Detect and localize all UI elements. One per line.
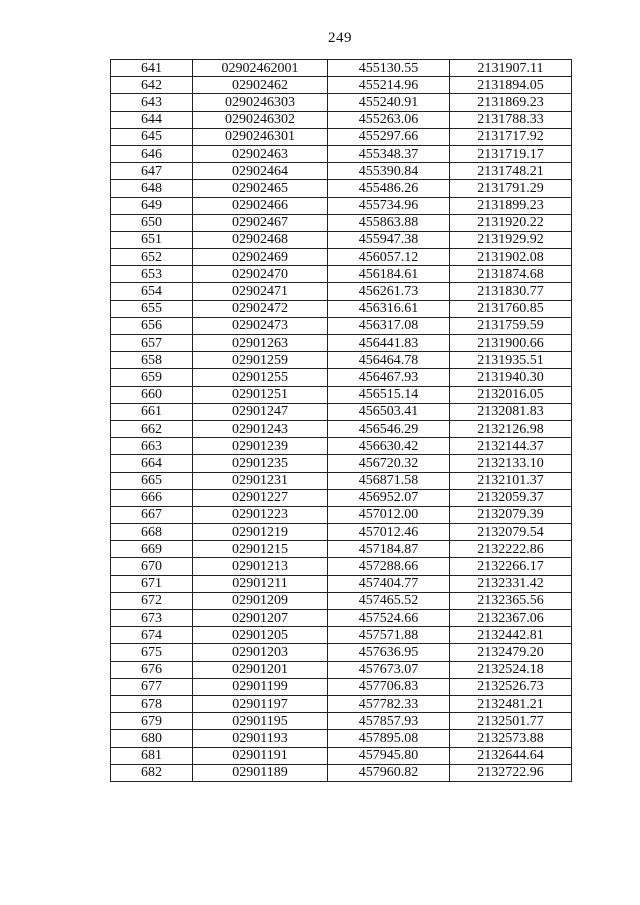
table-row [111, 231, 572, 248]
y-coordinate-cell: 2132479.20 [450, 644, 572, 661]
table-row [111, 352, 572, 369]
page-number: 249 [328, 30, 352, 46]
table-row [111, 747, 572, 764]
point-code-cell: 02901209 [193, 592, 328, 609]
x-coordinate-cell: 456184.61 [328, 266, 450, 283]
y-coordinate-cell: 2132644.64 [450, 747, 572, 764]
row-number-cell: 675 [111, 644, 193, 661]
coordinates-table [110, 59, 572, 782]
x-coordinate-cell: 456503.41 [328, 403, 450, 420]
row-number-cell: 671 [111, 575, 193, 592]
y-coordinate-cell: 2131791.29 [450, 180, 572, 197]
table-row [111, 283, 572, 300]
point-code-cell: 02901239 [193, 438, 328, 455]
x-coordinate-cell: 456057.12 [328, 249, 450, 266]
x-coordinate-cell: 456316.61 [328, 300, 450, 317]
y-coordinate-cell: 2131920.22 [450, 214, 572, 231]
y-coordinate-cell: 2131760.85 [450, 300, 572, 317]
point-code-cell: 02901247 [193, 403, 328, 420]
table-row [111, 730, 572, 747]
x-coordinate-cell: 456317.08 [328, 317, 450, 334]
y-coordinate-cell: 2132144.37 [450, 438, 572, 455]
point-code-cell: 02901255 [193, 369, 328, 386]
point-code-cell: 02902471 [193, 283, 328, 300]
point-code-cell: 02901205 [193, 627, 328, 644]
table-row [111, 335, 572, 352]
row-number-cell: 680 [111, 730, 193, 747]
row-number-cell: 646 [111, 145, 193, 162]
point-code-cell: 02901203 [193, 644, 328, 661]
x-coordinate-cell: 457571.88 [328, 627, 450, 644]
y-coordinate-cell: 2132101.37 [450, 472, 572, 489]
table-row [111, 369, 572, 386]
point-code-cell: 02901231 [193, 472, 328, 489]
x-coordinate-cell: 456467.93 [328, 369, 450, 386]
table-row [111, 695, 572, 712]
y-coordinate-cell: 2131788.33 [450, 111, 572, 128]
table-row [111, 128, 572, 145]
y-coordinate-cell: 2132016.05 [450, 386, 572, 403]
x-coordinate-cell: 457184.87 [328, 541, 450, 558]
y-coordinate-cell: 2132365.56 [450, 592, 572, 609]
row-number-cell: 654 [111, 283, 193, 300]
point-code-cell: 0290246302 [193, 111, 328, 128]
row-number-cell: 655 [111, 300, 193, 317]
y-coordinate-cell: 2132126.98 [450, 420, 572, 437]
y-coordinate-cell: 2132266.17 [450, 558, 572, 575]
x-coordinate-cell: 457012.00 [328, 506, 450, 523]
y-coordinate-cell: 2131900.66 [450, 335, 572, 352]
row-number-cell: 670 [111, 558, 193, 575]
x-coordinate-cell: 455130.55 [328, 60, 450, 77]
row-number-cell: 645 [111, 128, 193, 145]
point-code-cell: 02901193 [193, 730, 328, 747]
x-coordinate-cell: 457706.83 [328, 678, 450, 695]
row-number-cell: 678 [111, 695, 193, 712]
x-coordinate-cell: 455240.91 [328, 94, 450, 111]
row-number-cell: 650 [111, 214, 193, 231]
row-number-cell: 652 [111, 249, 193, 266]
point-code-cell: 02901191 [193, 747, 328, 764]
x-coordinate-cell: 456871.58 [328, 472, 450, 489]
point-code-cell: 02902470 [193, 266, 328, 283]
x-coordinate-cell: 457673.07 [328, 661, 450, 678]
y-coordinate-cell: 2131894.05 [450, 77, 572, 94]
x-coordinate-cell: 455263.06 [328, 111, 450, 128]
row-number-cell: 658 [111, 352, 193, 369]
x-coordinate-cell: 456720.32 [328, 455, 450, 472]
x-coordinate-cell: 455390.84 [328, 163, 450, 180]
table-row [111, 386, 572, 403]
row-number-cell: 664 [111, 455, 193, 472]
y-coordinate-cell: 2132501.77 [450, 713, 572, 730]
row-number-cell: 672 [111, 592, 193, 609]
table-row [111, 111, 572, 128]
row-number-cell: 649 [111, 197, 193, 214]
y-coordinate-cell: 2131869.23 [450, 94, 572, 111]
x-coordinate-cell: 455734.96 [328, 197, 450, 214]
y-coordinate-cell: 2131874.68 [450, 266, 572, 283]
x-coordinate-cell: 456952.07 [328, 489, 450, 506]
y-coordinate-cell: 2132222.86 [450, 541, 572, 558]
x-coordinate-cell: 455863.88 [328, 214, 450, 231]
y-coordinate-cell: 2131830.77 [450, 283, 572, 300]
x-coordinate-cell: 457895.08 [328, 730, 450, 747]
y-coordinate-cell: 2131719.17 [450, 145, 572, 162]
row-number-cell: 667 [111, 506, 193, 523]
table-row [111, 627, 572, 644]
point-code-cell: 02902463 [193, 145, 328, 162]
x-coordinate-cell: 456630.42 [328, 438, 450, 455]
row-number-cell: 661 [111, 403, 193, 420]
x-coordinate-cell: 455947.38 [328, 231, 450, 248]
point-code-cell: 02901235 [193, 455, 328, 472]
row-number-cell: 642 [111, 77, 193, 94]
table-row [111, 403, 572, 420]
point-code-cell: 0290246301 [193, 128, 328, 145]
y-coordinate-cell: 2132481.21 [450, 695, 572, 712]
table-row [111, 317, 572, 334]
table-row [111, 77, 572, 94]
point-code-cell: 02901219 [193, 524, 328, 541]
table-row [111, 163, 572, 180]
table-row [111, 60, 572, 77]
point-code-cell: 02901227 [193, 489, 328, 506]
x-coordinate-cell: 456546.29 [328, 420, 450, 437]
table-row [111, 438, 572, 455]
x-coordinate-cell: 456261.73 [328, 283, 450, 300]
point-code-cell: 02902465 [193, 180, 328, 197]
table-row [111, 420, 572, 437]
x-coordinate-cell: 455486.26 [328, 180, 450, 197]
y-coordinate-cell: 2131759.59 [450, 317, 572, 334]
table-row [111, 678, 572, 695]
y-coordinate-cell: 2132722.96 [450, 764, 572, 781]
x-coordinate-cell: 457012.46 [328, 524, 450, 541]
y-coordinate-cell: 2131907.11 [450, 60, 572, 77]
x-coordinate-cell: 456464.78 [328, 352, 450, 369]
table-row [111, 610, 572, 627]
point-code-cell: 02901195 [193, 713, 328, 730]
point-code-cell: 02901213 [193, 558, 328, 575]
row-number-cell: 644 [111, 111, 193, 128]
point-code-cell: 02901243 [193, 420, 328, 437]
table-row [111, 764, 572, 781]
row-number-cell: 648 [111, 180, 193, 197]
x-coordinate-cell: 457404.77 [328, 575, 450, 592]
row-number-cell: 669 [111, 541, 193, 558]
row-number-cell: 674 [111, 627, 193, 644]
x-coordinate-cell: 457524.66 [328, 610, 450, 627]
row-number-cell: 666 [111, 489, 193, 506]
point-code-cell: 02901251 [193, 386, 328, 403]
row-number-cell: 673 [111, 610, 193, 627]
point-code-cell: 02901207 [193, 610, 328, 627]
point-code-cell: 02901199 [193, 678, 328, 695]
row-number-cell: 653 [111, 266, 193, 283]
point-code-cell: 02902467 [193, 214, 328, 231]
point-code-cell: 02901211 [193, 575, 328, 592]
y-coordinate-cell: 2131717.92 [450, 128, 572, 145]
table-row [111, 455, 572, 472]
y-coordinate-cell: 2132079.39 [450, 506, 572, 523]
x-coordinate-cell: 457636.95 [328, 644, 450, 661]
x-coordinate-cell: 457288.66 [328, 558, 450, 575]
point-code-cell: 02901215 [193, 541, 328, 558]
table-row [111, 94, 572, 111]
y-coordinate-cell: 2132367.06 [450, 610, 572, 627]
x-coordinate-cell: 457465.52 [328, 592, 450, 609]
y-coordinate-cell: 2132081.83 [450, 403, 572, 420]
row-number-cell: 651 [111, 231, 193, 248]
table-row [111, 541, 572, 558]
row-number-cell: 677 [111, 678, 193, 695]
table-row [111, 300, 572, 317]
y-coordinate-cell: 2131748.21 [450, 163, 572, 180]
table-row [111, 661, 572, 678]
point-code-cell: 02901223 [193, 506, 328, 523]
y-coordinate-cell: 2131940.30 [450, 369, 572, 386]
x-coordinate-cell: 455214.96 [328, 77, 450, 94]
y-coordinate-cell: 2132059.37 [450, 489, 572, 506]
table-row [111, 524, 572, 541]
table-row [111, 489, 572, 506]
point-code-cell: 02901201 [193, 661, 328, 678]
y-coordinate-cell: 2132079.54 [450, 524, 572, 541]
point-code-cell: 02902462 [193, 77, 328, 94]
y-coordinate-cell: 2132524.18 [450, 661, 572, 678]
y-coordinate-cell: 2131929.92 [450, 231, 572, 248]
row-number-cell: 663 [111, 438, 193, 455]
table-row [111, 506, 572, 523]
x-coordinate-cell: 457782.33 [328, 695, 450, 712]
y-coordinate-cell: 2132442.81 [450, 627, 572, 644]
point-code-cell: 02902468 [193, 231, 328, 248]
x-coordinate-cell: 457945.80 [328, 747, 450, 764]
x-coordinate-cell: 455348.37 [328, 145, 450, 162]
point-code-cell: 02901263 [193, 335, 328, 352]
row-number-cell: 656 [111, 317, 193, 334]
point-code-cell: 02902472 [193, 300, 328, 317]
table-row [111, 575, 572, 592]
row-number-cell: 679 [111, 713, 193, 730]
row-number-cell: 659 [111, 369, 193, 386]
y-coordinate-cell: 2132573.88 [450, 730, 572, 747]
y-coordinate-cell: 2132526.73 [450, 678, 572, 695]
y-coordinate-cell: 2131902.08 [450, 249, 572, 266]
table-row [111, 145, 572, 162]
point-code-cell: 02902473 [193, 317, 328, 334]
row-number-cell: 682 [111, 764, 193, 781]
table-row [111, 472, 572, 489]
x-coordinate-cell: 457960.82 [328, 764, 450, 781]
table-row [111, 713, 572, 730]
row-number-cell: 681 [111, 747, 193, 764]
y-coordinate-cell: 2132331.42 [450, 575, 572, 592]
x-coordinate-cell: 455297.66 [328, 128, 450, 145]
row-number-cell: 657 [111, 335, 193, 352]
point-code-cell: 02902466 [193, 197, 328, 214]
row-number-cell: 676 [111, 661, 193, 678]
table-row [111, 558, 572, 575]
x-coordinate-cell: 456441.83 [328, 335, 450, 352]
point-code-cell: 0290246303 [193, 94, 328, 111]
y-coordinate-cell: 2131935.51 [450, 352, 572, 369]
y-coordinate-cell: 2131899.23 [450, 197, 572, 214]
row-number-cell: 660 [111, 386, 193, 403]
point-code-cell: 02901189 [193, 764, 328, 781]
row-number-cell: 647 [111, 163, 193, 180]
table-row [111, 197, 572, 214]
row-number-cell: 641 [111, 60, 193, 77]
point-code-cell: 02901259 [193, 352, 328, 369]
point-code-cell: 02902462001 [193, 60, 328, 77]
x-coordinate-cell: 457857.93 [328, 713, 450, 730]
y-coordinate-cell: 2132133.10 [450, 455, 572, 472]
table-row [111, 266, 572, 283]
point-code-cell: 02901197 [193, 695, 328, 712]
table-row [111, 249, 572, 266]
table-row [111, 592, 572, 609]
row-number-cell: 665 [111, 472, 193, 489]
point-code-cell: 02902469 [193, 249, 328, 266]
row-number-cell: 643 [111, 94, 193, 111]
table-row [111, 180, 572, 197]
table-row [111, 214, 572, 231]
point-code-cell: 02902464 [193, 163, 328, 180]
table-body [111, 60, 572, 782]
row-number-cell: 668 [111, 524, 193, 541]
row-number-cell: 662 [111, 420, 193, 437]
table-row [111, 644, 572, 661]
x-coordinate-cell: 456515.14 [328, 386, 450, 403]
